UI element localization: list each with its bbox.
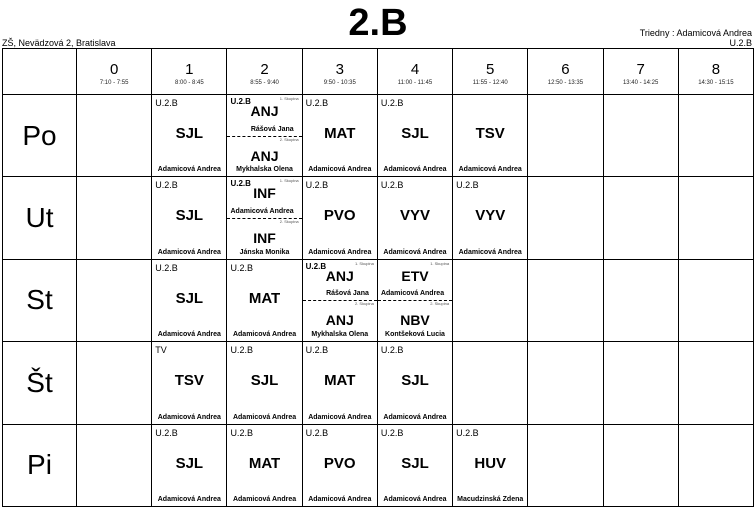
lesson-teacher: Adamicová Andrea: [308, 496, 372, 503]
lesson-content: [303, 425, 377, 506]
lesson-content: [378, 425, 452, 506]
lesson-teacher: Rášová Jana: [250, 125, 294, 133]
lesson-content: [227, 342, 301, 423]
lesson-content: [378, 260, 452, 341]
period-time: 9:50 - 10:35: [323, 80, 356, 86]
lesson-room: U.2.B: [456, 427, 479, 438]
period-header: [678, 49, 753, 95]
lesson-cell[interactable]: [302, 259, 377, 341]
lesson-room: U.2.B: [230, 427, 253, 438]
empty-cell: [528, 424, 603, 506]
lesson-room: U.2.B: [305, 180, 329, 191]
lesson-group-bottom: [227, 218, 301, 259]
lesson-teacher: Mykhalska Olena: [236, 166, 293, 174]
lesson-teacher: Adamicová Andrea: [230, 208, 294, 216]
lesson-subject: VYV: [475, 207, 506, 225]
period-time: 14:30 - 15:15: [698, 80, 734, 86]
lesson-group-bottom: [227, 136, 301, 177]
lesson-subject: SJL: [401, 454, 429, 472]
lesson-content: [303, 177, 377, 258]
empty-cell: [603, 95, 678, 177]
period-time: 7:10 - 7:55: [99, 80, 129, 86]
empty-cell: [678, 424, 753, 506]
day-row: [3, 424, 754, 506]
lesson-cell[interactable]: [227, 177, 302, 259]
empty-cell: [77, 342, 152, 424]
empty-cell: [603, 424, 678, 506]
lesson-content: [227, 95, 301, 176]
lesson-teacher: Adamicová Andrea: [157, 496, 221, 503]
lesson-subject: SJL: [401, 125, 429, 142]
day-row: [3, 342, 754, 424]
lesson-content: [303, 342, 377, 423]
lesson-cell[interactable]: [453, 95, 528, 177]
empty-cell: [77, 177, 152, 259]
lesson-group-bottom: [378, 300, 452, 341]
lesson-subject: PVO: [323, 454, 356, 472]
day-label: St: [3, 259, 77, 341]
day-label: Po: [3, 95, 77, 177]
lesson-teacher: Adamicová Andrea: [383, 248, 447, 256]
lesson-teacher: Adamicová Andrea: [380, 290, 445, 298]
group-label: 1. Skupina: [430, 260, 450, 266]
period-time: 8:00 - 8:45: [174, 80, 204, 86]
lesson-subject: HUV: [474, 454, 507, 472]
empty-cell: [603, 259, 678, 341]
lesson-room: U.2.B: [380, 98, 404, 108]
lesson-cell[interactable]: [152, 177, 227, 259]
period-time: 12:50 - 13:35: [547, 80, 584, 86]
period-time: 13:40 - 14:25: [622, 80, 659, 86]
lesson-room: U.2.B: [305, 98, 329, 108]
period-time: 11:55 - 12:40: [472, 80, 508, 86]
lesson-content: [152, 260, 226, 341]
group-label: 2. Skupina: [430, 301, 450, 307]
period-number: 4: [410, 61, 420, 78]
group-label: 1. Skupina: [279, 96, 299, 101]
period-number: 8: [711, 61, 721, 78]
lesson-cell[interactable]: [377, 177, 452, 259]
lesson-group-top: [303, 260, 377, 302]
lesson-teacher: Adamicová Andrea: [458, 248, 522, 256]
lesson-content: [378, 95, 452, 176]
class-teacher: Triedny : Adamicová Andrea: [639, 28, 752, 38]
lesson-room: U.2.B: [155, 427, 178, 438]
empty-cell: [528, 259, 603, 341]
lesson-cell[interactable]: [227, 259, 302, 341]
day-row: [3, 95, 754, 177]
lesson-content: [227, 177, 301, 258]
empty-cell: [453, 342, 528, 424]
period-number: 3: [335, 61, 344, 78]
empty-cell: [603, 177, 678, 259]
lesson-content: [227, 260, 301, 341]
day-label: Pi: [3, 424, 77, 506]
lesson-subject: ETV: [401, 267, 429, 284]
lesson-teacher: Adamicová Andrea: [157, 413, 221, 421]
lesson-content: [152, 342, 226, 423]
class-teacher-info: [640, 28, 752, 48]
lesson-teacher: Jánska Monika: [239, 248, 290, 256]
lesson-content: [152, 425, 226, 506]
day-row: [3, 259, 754, 341]
lesson-room: U.2.B: [456, 180, 479, 191]
lesson-cell[interactable]: [227, 424, 302, 506]
period-header: [453, 49, 528, 95]
lesson-subject: SJL: [175, 289, 204, 307]
empty-cell: [453, 259, 528, 341]
lesson-subject: MAT: [324, 125, 356, 142]
lesson-teacher: Rášová Jana: [326, 290, 369, 298]
lesson-cell[interactable]: [302, 342, 377, 424]
lesson-subject: TSV: [475, 125, 505, 142]
lesson-room: U.2.B: [230, 262, 253, 273]
lesson-subject: TSV: [174, 372, 204, 390]
group-label: 1. Skupina: [354, 260, 374, 266]
empty-cell: [77, 95, 152, 177]
lesson-cell[interactable]: [453, 177, 528, 259]
lesson-room: U.2.B: [380, 345, 404, 356]
lesson-group-bottom: [303, 300, 377, 341]
lesson-cell[interactable]: [377, 424, 452, 506]
timetable-body: [3, 95, 754, 507]
empty-cell: [528, 177, 603, 259]
lesson-subject: MAT: [248, 454, 281, 472]
group-label: 2. Skupina: [279, 219, 299, 225]
lesson-teacher: Adamicová Andrea: [308, 166, 372, 174]
period-header: [377, 49, 452, 95]
empty-cell: [678, 177, 753, 259]
lesson-content: [453, 425, 527, 506]
lesson-content: [303, 260, 377, 341]
period-number: 2: [260, 61, 269, 78]
lesson-room: TV: [155, 345, 167, 356]
empty-cell: [77, 259, 152, 341]
lesson-cell[interactable]: [377, 259, 452, 341]
lesson-group-top: [378, 260, 452, 302]
empty-cell: [678, 342, 753, 424]
lesson-teacher: Adamicová Andrea: [157, 166, 221, 174]
empty-cell: [528, 95, 603, 177]
school-address: ZŠ, Nevädzová 2, Bratislava: [2, 38, 116, 48]
timetable: [2, 48, 754, 507]
day-row: [3, 177, 754, 259]
period-number: 7: [636, 61, 645, 78]
lesson-teacher: Adamicová Andrea: [232, 496, 297, 503]
period-header: [77, 49, 152, 95]
lesson-room: U.2.B: [155, 180, 178, 191]
lesson-teacher: Adamicová Andrea: [458, 166, 522, 174]
lesson-teacher: Adamicová Andrea: [383, 496, 447, 503]
lesson-room: U.2.B: [305, 345, 329, 356]
lesson-cell[interactable]: [152, 259, 227, 341]
period-header-row: [3, 49, 754, 95]
lesson-cell[interactable]: [302, 424, 377, 506]
lesson-content: [303, 95, 377, 176]
lesson-room: U.2.B: [230, 97, 251, 106]
lesson-subject: NBV: [400, 312, 430, 329]
lesson-cell[interactable]: [377, 342, 452, 424]
lesson-subject: SJL: [175, 454, 204, 472]
lesson-cell[interactable]: [152, 424, 227, 506]
lesson-group-top: [227, 177, 301, 219]
lesson-group-top: [227, 95, 301, 137]
lesson-room: U.2.B: [305, 261, 327, 271]
lesson-subject: PVO: [323, 207, 356, 225]
lesson-teacher: Adamicová Andrea: [383, 166, 447, 174]
period-header: [152, 49, 227, 95]
period-header: [302, 49, 377, 95]
lesson-subject: SJL: [175, 207, 204, 225]
period-header: [528, 49, 603, 95]
period-number: 6: [561, 61, 570, 78]
lesson-subject: MAT: [324, 372, 356, 390]
lesson-subject: INF: [253, 185, 276, 202]
lesson-room: U.2.B: [305, 427, 329, 438]
period-number: 0: [109, 61, 119, 78]
period-number: 5: [486, 61, 495, 78]
lesson-cell[interactable]: [152, 95, 227, 177]
lesson-cell[interactable]: [302, 95, 377, 177]
group-label: 1. Skupina: [279, 178, 299, 184]
group-label: 2. Skupina: [279, 136, 299, 142]
lesson-content: [453, 95, 527, 176]
lesson-cell[interactable]: [152, 342, 227, 424]
lesson-teacher: Kontšeková Lucia: [385, 331, 445, 339]
lesson-cell[interactable]: [227, 342, 302, 424]
empty-cell: [528, 342, 603, 424]
lesson-teacher: Mykhalska Olena: [311, 331, 369, 339]
lesson-cell[interactable]: [377, 95, 452, 177]
lesson-subject: SJL: [401, 372, 429, 390]
empty-cell: [678, 259, 753, 341]
lesson-subject: ANJ: [325, 312, 354, 329]
lesson-cell[interactable]: [453, 424, 528, 506]
empty-cell: [678, 95, 753, 177]
lesson-subject: SJL: [250, 372, 279, 390]
lesson-teacher: Adamicová Andrea: [308, 413, 372, 421]
lesson-subject: INF: [253, 230, 276, 247]
lesson-subject: ANJ: [250, 103, 279, 119]
lesson-teacher: Adamicová Andrea: [157, 248, 221, 256]
lesson-content: [378, 342, 452, 423]
lesson-content: [152, 177, 226, 258]
period-time: 11:00 - 11:45: [397, 80, 433, 86]
corner-cell: [3, 49, 77, 95]
lesson-subject: VYV: [399, 207, 430, 225]
lesson-teacher: Adamicová Andrea: [157, 331, 221, 339]
lesson-room: U.2.B: [380, 427, 404, 438]
empty-cell: [603, 342, 678, 424]
lesson-content: [453, 177, 527, 258]
lesson-cell[interactable]: [302, 177, 377, 259]
lesson-subject: MAT: [248, 289, 281, 307]
lesson-teacher: Adamicová Andrea: [308, 248, 372, 256]
lesson-room: U.2.B: [380, 180, 404, 191]
day-label: Ut: [3, 177, 77, 259]
group-label: 2. Skupina: [354, 301, 374, 307]
lesson-content: [378, 177, 452, 258]
lesson-room: U.2.B: [230, 345, 253, 356]
class-code: U.2.B: [729, 38, 752, 48]
lesson-subject: ANJ: [325, 267, 354, 284]
lesson-teacher: Adamicová Andrea: [383, 413, 447, 421]
lesson-teacher: Adamicová Andrea: [232, 331, 297, 339]
lesson-room: U.2.B: [230, 179, 251, 189]
empty-cell: [77, 424, 152, 506]
period-header: [603, 49, 678, 95]
lesson-room: U.2.B: [155, 98, 178, 108]
lesson-teacher: Adamicová Andrea: [232, 413, 297, 421]
lesson-teacher: Macudzinská Zdena: [457, 496, 524, 503]
lesson-subject: ANJ: [250, 147, 279, 164]
period-number: 1: [185, 61, 194, 78]
lesson-subject: SJL: [175, 125, 204, 142]
lesson-room: U.2.B: [155, 262, 178, 273]
lesson-content: [227, 425, 301, 506]
day-label: Št: [3, 342, 77, 424]
period-time: 8:55 - 9:40: [250, 80, 279, 86]
page-title: 2.B: [348, 2, 408, 44]
period-header: [227, 49, 302, 95]
lesson-cell[interactable]: [227, 95, 302, 177]
lesson-content: [152, 95, 226, 176]
